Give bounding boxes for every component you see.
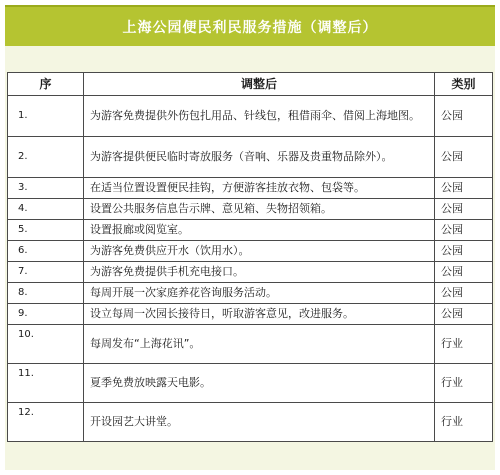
- row-category: 公园: [435, 96, 493, 137]
- row-number: 5.: [8, 220, 84, 241]
- row-text: 为游客免费提供外伤包扎用品、针线包，租借雨伞、借阅上海地图。: [84, 96, 435, 137]
- table-row: [8, 137, 493, 178]
- row-number: 2.: [8, 137, 84, 178]
- row-number: 6.: [8, 241, 84, 262]
- services-table: [7, 72, 493, 442]
- table-row: [8, 220, 493, 241]
- row-number: 9.: [8, 304, 84, 325]
- row-category: 行业: [435, 364, 493, 403]
- row-text: 设立每周一次园长接待日，听取游客意见，改进服务。: [84, 304, 435, 325]
- page-title: 上海公园便民利民服务措施（调整后）: [122, 19, 378, 36]
- row-number: 10.: [8, 325, 84, 364]
- row-category: 公园: [435, 199, 493, 220]
- row-number: 8.: [8, 283, 84, 304]
- row-number: 12.: [8, 403, 84, 442]
- row-number: 1.: [8, 96, 84, 137]
- header-seq: 序: [8, 73, 84, 96]
- row-text: 在适当位置设置便民挂钩，方便游客挂放衣物、包袋等。: [84, 178, 435, 199]
- row-text: 设置报廊或阅览室。: [84, 220, 435, 241]
- table-row: [8, 199, 493, 220]
- row-text: 为游客提供便民临时寄放服务（音响、乐器及贵重物品除外）。: [84, 137, 435, 178]
- row-text: 每周发布“上海花讯”。: [84, 325, 435, 364]
- table-row: [8, 403, 493, 442]
- row-category: 公园: [435, 241, 493, 262]
- row-text: 为游客免费提供手机充电接口。: [84, 262, 435, 283]
- row-text: 夏季免费放映露天电影。: [84, 364, 435, 403]
- row-category: 行业: [435, 325, 493, 364]
- row-category: 公园: [435, 178, 493, 199]
- row-number: 4.: [8, 199, 84, 220]
- row-text: 设置公共服务信息告示牌、意见箱、失物招领箱。: [84, 199, 435, 220]
- row-text: 每周开展一次家庭养花咨询服务活动。: [84, 283, 435, 304]
- row-number: 11.: [8, 364, 84, 403]
- table-row: [8, 262, 493, 283]
- row-number: 3.: [8, 178, 84, 199]
- table-row: [8, 364, 493, 403]
- table-row: [8, 241, 493, 262]
- table-row: [8, 304, 493, 325]
- row-text: 开设园艺大讲堂。: [84, 403, 435, 442]
- table-row: [8, 96, 493, 137]
- table-row: [8, 178, 493, 199]
- table-row: [8, 325, 493, 364]
- header-category: 类别: [435, 73, 493, 96]
- row-category: 公园: [435, 304, 493, 325]
- row-category: 公园: [435, 220, 493, 241]
- table-row: [8, 283, 493, 304]
- row-category: 行业: [435, 403, 493, 442]
- title-banner: [5, 5, 495, 46]
- table-header-row: [8, 73, 493, 96]
- header-adjusted: 调整后: [84, 73, 435, 96]
- row-category: 公园: [435, 137, 493, 178]
- row-text: 为游客免费供应开水（饮用水）。: [84, 241, 435, 262]
- row-category: 公园: [435, 262, 493, 283]
- row-number: 7.: [8, 262, 84, 283]
- row-category: 公园: [435, 283, 493, 304]
